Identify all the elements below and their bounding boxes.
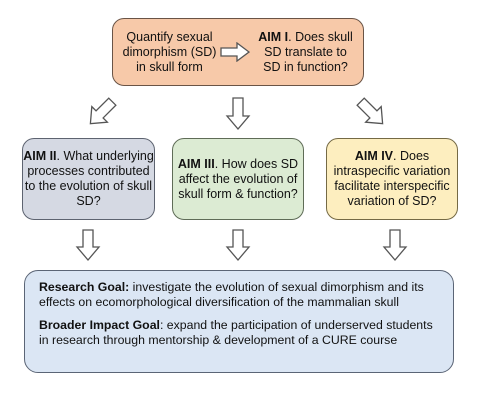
arrow-down-icon — [384, 230, 406, 260]
arrow-down-left-icon — [83, 94, 120, 131]
aim4-question — [327, 149, 457, 209]
broader-impact-text: : expand the participation of underserved students in research through mentorship & development of a CURE course — [39, 318, 433, 347]
aim3-box — [172, 138, 304, 220]
arrow-down-icon — [227, 230, 249, 260]
quantify-sd-text: Quantify sexual dimorphism (SD) in skull form — [122, 29, 217, 74]
aim3-text: . How does SD affect the evolution of skull form & function? — [178, 156, 299, 201]
aim2-box — [22, 138, 155, 220]
research-goal-label: Research Goal: — [39, 280, 130, 294]
aim2-text: . What underlying processes contributed to the evolution of skull SD? — [24, 149, 154, 208]
arrow-down-right-icon — [353, 94, 390, 131]
aim1-text: . Does skull SD translate to SD in function? — [263, 29, 353, 74]
aim4-text: . Does intraspecific variation facilitate interspecific variation of SD? — [333, 149, 451, 208]
aim3-label: AIM III — [177, 156, 215, 171]
broader-impact-goal — [39, 318, 439, 348]
aim3-question — [173, 157, 303, 202]
arrow-down-icon — [227, 98, 249, 129]
aim2-label: AIM II — [23, 149, 57, 163]
research-goal — [39, 280, 439, 310]
aim1-label: AIM I — [258, 29, 289, 44]
aim2-question — [23, 149, 154, 209]
aim4-box — [326, 138, 458, 220]
right-arrow-icon — [220, 42, 250, 62]
aim4-label: AIM IV — [354, 149, 394, 163]
aim1-box — [112, 18, 364, 86]
broader-impact-label: Broader Impact Goal — [39, 318, 160, 332]
research-goal-text: investigate the evolution of sexual dimorphism and its effects on ecomorphological diversification of the mammalian skull — [39, 280, 424, 309]
arrow-down-icon — [77, 230, 99, 260]
aim1-question — [254, 30, 357, 75]
goals-box — [24, 270, 454, 373]
